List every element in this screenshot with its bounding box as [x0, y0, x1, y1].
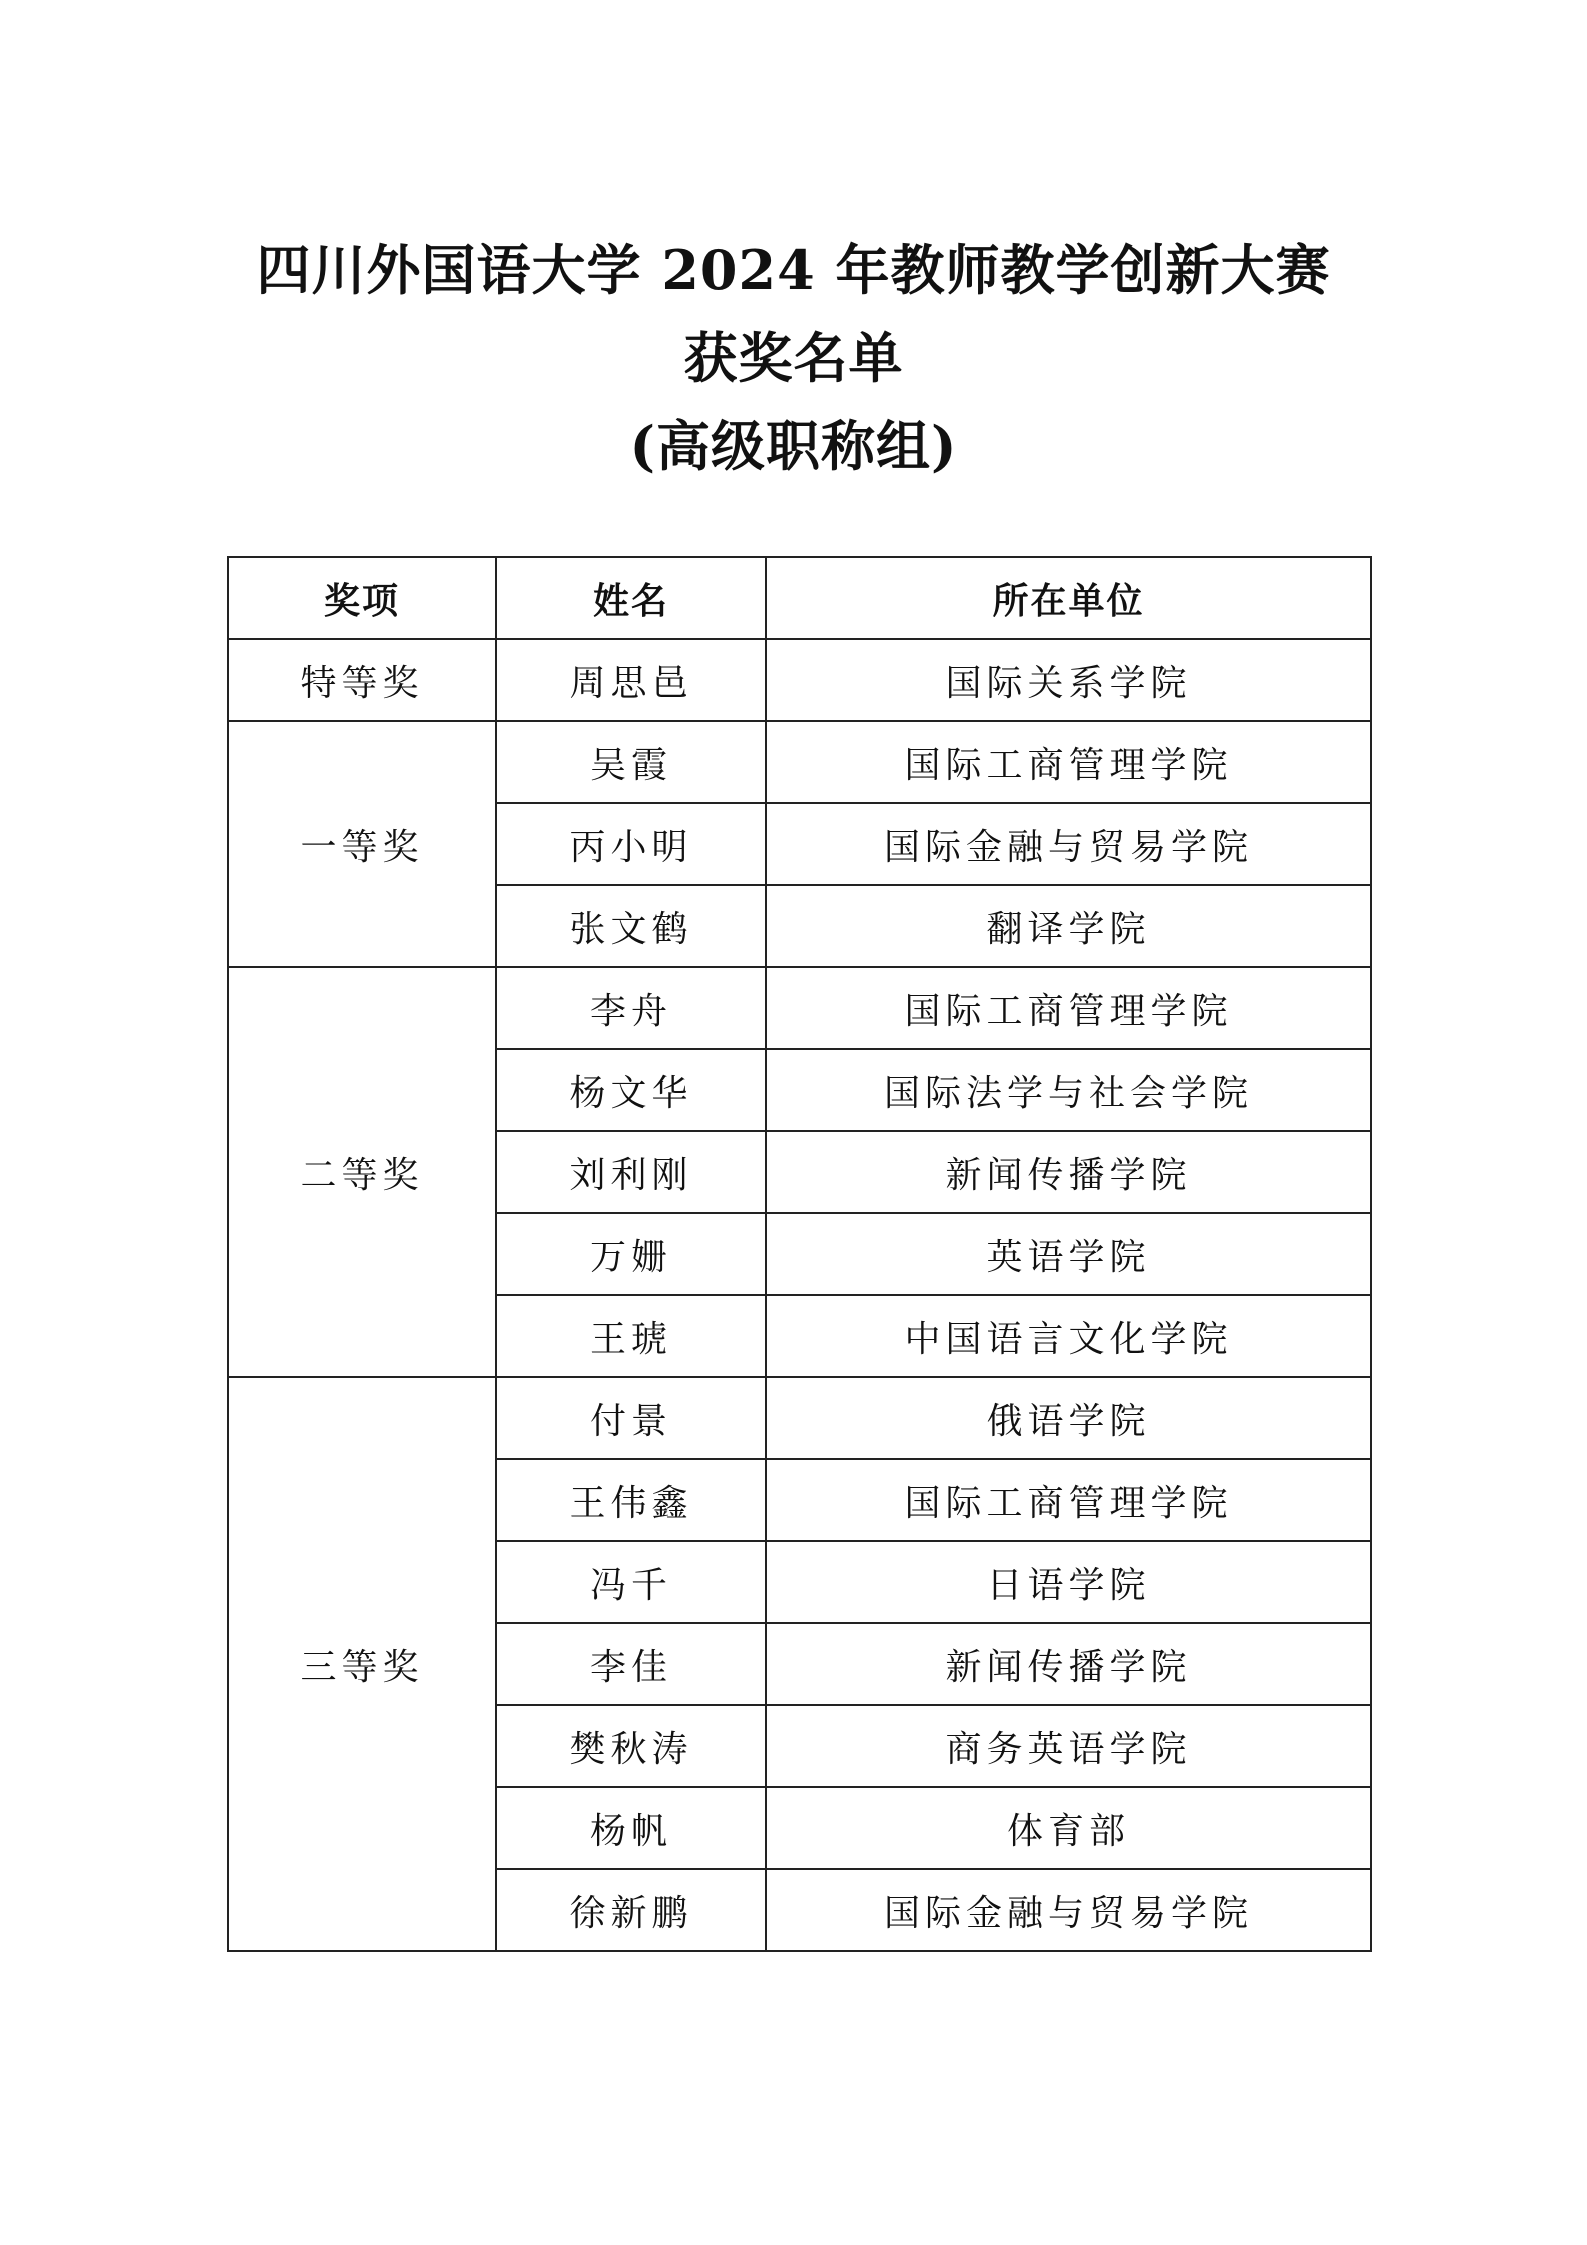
table-row — [228, 967, 1371, 1049]
name-cell: 丙小明 — [496, 803, 766, 885]
document-title — [0, 226, 1587, 490]
unit-cell: 国际工商管理学院 — [766, 967, 1371, 1049]
name-cell: 王伟鑫 — [496, 1459, 766, 1541]
name-cell: 杨帆 — [496, 1787, 766, 1869]
name-cell: 徐新鹏 — [496, 1869, 766, 1951]
name-cell: 万姗 — [496, 1213, 766, 1295]
name-cell: 刘利刚 — [496, 1131, 766, 1213]
name-cell: 付景 — [496, 1377, 766, 1459]
award-cell: 二等奖 — [228, 967, 496, 1377]
title-line-main: 四川外国语大学 2024 年教师教学创新大赛 — [256, 238, 1331, 302]
award-cell: 一等奖 — [228, 721, 496, 967]
unit-cell: 体育部 — [766, 1787, 1371, 1869]
table-header-row — [228, 557, 1371, 639]
name-cell: 吴霞 — [496, 721, 766, 803]
title-line-list: 获奖名单 — [683, 326, 904, 390]
name-cell: 周思邑 — [496, 639, 766, 721]
unit-cell: 英语学院 — [766, 1213, 1371, 1295]
unit-cell: 中国语言文化学院 — [766, 1295, 1371, 1377]
name-cell: 李舟 — [496, 967, 766, 1049]
header-name: 姓名 — [496, 557, 766, 639]
name-cell: 张文鹤 — [496, 885, 766, 967]
name-cell: 樊秋涛 — [496, 1705, 766, 1787]
unit-cell: 国际金融与贸易学院 — [766, 803, 1371, 885]
name-cell: 李佳 — [496, 1623, 766, 1705]
table-row — [228, 639, 1371, 721]
name-cell: 冯千 — [496, 1541, 766, 1623]
title-line-group: (高级职称组) — [629, 414, 958, 478]
name-cell: 杨文华 — [496, 1049, 766, 1131]
unit-cell: 新闻传播学院 — [766, 1131, 1371, 1213]
name-cell: 王琥 — [496, 1295, 766, 1377]
unit-cell: 日语学院 — [766, 1541, 1371, 1623]
header-unit: 所在单位 — [766, 557, 1371, 639]
unit-cell: 国际工商管理学院 — [766, 1459, 1371, 1541]
unit-cell: 国际金融与贸易学院 — [766, 1869, 1371, 1951]
header-award: 奖项 — [228, 557, 496, 639]
unit-cell: 国际工商管理学院 — [766, 721, 1371, 803]
unit-cell: 商务英语学院 — [766, 1705, 1371, 1787]
unit-cell: 翻译学院 — [766, 885, 1371, 967]
table-row — [228, 1377, 1371, 1459]
unit-cell: 国际法学与社会学院 — [766, 1049, 1371, 1131]
table-row — [228, 721, 1371, 803]
unit-cell: 俄语学院 — [766, 1377, 1371, 1459]
award-table — [227, 556, 1372, 1952]
award-cell: 三等奖 — [228, 1377, 496, 1951]
award-cell: 特等奖 — [228, 639, 496, 721]
unit-cell: 新闻传播学院 — [766, 1623, 1371, 1705]
unit-cell: 国际关系学院 — [766, 639, 1371, 721]
